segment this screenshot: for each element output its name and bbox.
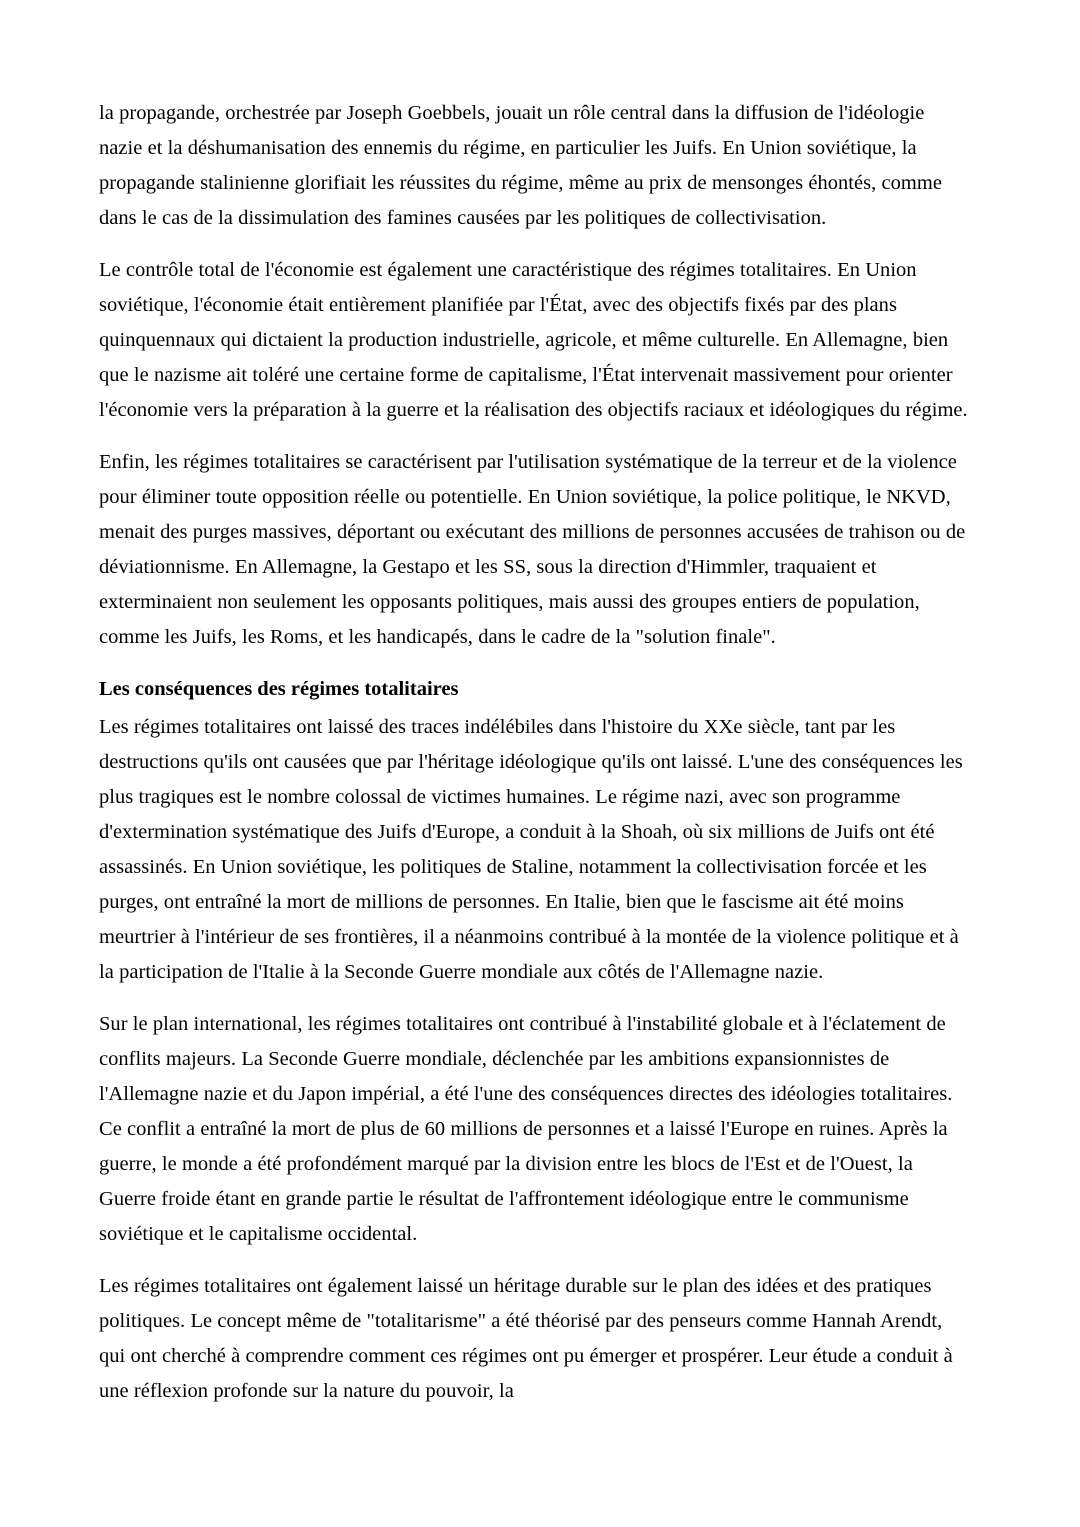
document-text-column xyxy=(99,96,971,1409)
paragraph-plan-international: Sur le plan international, les régimes totalitaires ont contribué à l'instabilité globale et à l'éclatement de conflits majeurs. La Seconde Guerre mondiale, déclenchée par les ambitions expansionnistes de l'Allemagne nazie et du Japon impérial, a été l'une des conséquences directes des idéologies totalitaires. Ce conflit a entraîné la mort de plus de 60 millions de personnes et a laissé l'Europe en ruines. Après la guerre, le monde a été profondément marqué par la division entre les blocs de l'Est et de l'Ouest, la Guerre froide étant en grande partie le résultat de l'affrontement idéologique entre le communisme soviétique et le capitalisme occidental. xyxy=(99,1013,953,1245)
paragraph-economie: Le contrôle total de l'économie est également une caractéristique des régimes totalitaires. En Union soviétique, l'économie était entièrement planifiée par l'État, avec des objectifs fixés par des plans quinquennaux qui dictaient la production industrielle, agricole, et même culturelle. En Allemagne, bien que le nazisme ait toléré une certaine forme de capitalisme, l'État intervenait massivement pour orienter l'économie vers la préparation à la guerre et la réalisation des objectifs raciaux et idéologiques du régime. xyxy=(99,259,968,421)
paragraph-propagande: la propagande, orchestrée par Joseph Goebbels, jouait un rôle central dans la diffusion de l'idéologie nazie et la déshumanisation des ennemis du régime, en particulier les Juifs. En Union soviétique, la propagande stalinienne glorifiait les réussites du régime, même au prix de mensonges éhontés, comme dans le cas de la dissimulation des famines causées par les politiques de collectivisation. xyxy=(99,102,942,229)
paragraph-terreur: Enfin, les régimes totalitaires se caractérisent par l'utilisation systématique de la terreur et de la violence pour éliminer toute opposition réelle ou potentielle. En Union soviétique, la police politique, le NKVD, menait des purges massives, déportant ou exécutant des millions de personnes accusées de trahison ou de déviationnisme. En Allemagne, la Gestapo et les SS, sous la direction d'Himmler, traquaient et exterminaient non seulement les opposants politiques, mais aussi des groupes entiers de population, comme les Juifs, les Roms, et les handicapés, dans le cadre de la "solution finale". xyxy=(99,451,966,648)
section-heading-consequences: Les conséquences des régimes totalitaires xyxy=(99,678,459,700)
paragraph-traces-indelebiles: Les régimes totalitaires ont laissé des traces indélébiles dans l'histoire du XXe siècle, tant par les destructions qu'ils ont causées que par l'héritage idéologique qu'ils ont laissé. L'une des conséquences les plus tragiques est le nombre colossal de victimes humaines. Le régime nazi, avec son programme d'extermination systématique des Juifs d'Europe, a conduit à la Shoah, où six millions de Juifs ont été assassinés. En Union soviétique, les politiques de Staline, notamment la collectivisation forcée et les purges, ont entraîné la mort de millions de personnes. En Italie, bien que le fascisme ait été moins meurtrier à l'intérieur de ses frontières, il a néanmoins contribué à la montée de la violence politique et à la participation de l'Italie à la Seconde Guerre mondiale aux côtés de l'Allemagne nazie. xyxy=(99,716,963,983)
paragraph-heritage-politique: Les régimes totalitaires ont également laissé un héritage durable sur le plan des idées et des pratiques politiques. Le concept même de "totalitarisme" a été théorisé par des penseurs comme Hannah Arendt, qui ont cherché à comprendre comment ces régimes ont pu émerger et prospérer. Leur étude a conduit à une réflexion profonde sur la nature du pouvoir, la xyxy=(99,1275,953,1402)
